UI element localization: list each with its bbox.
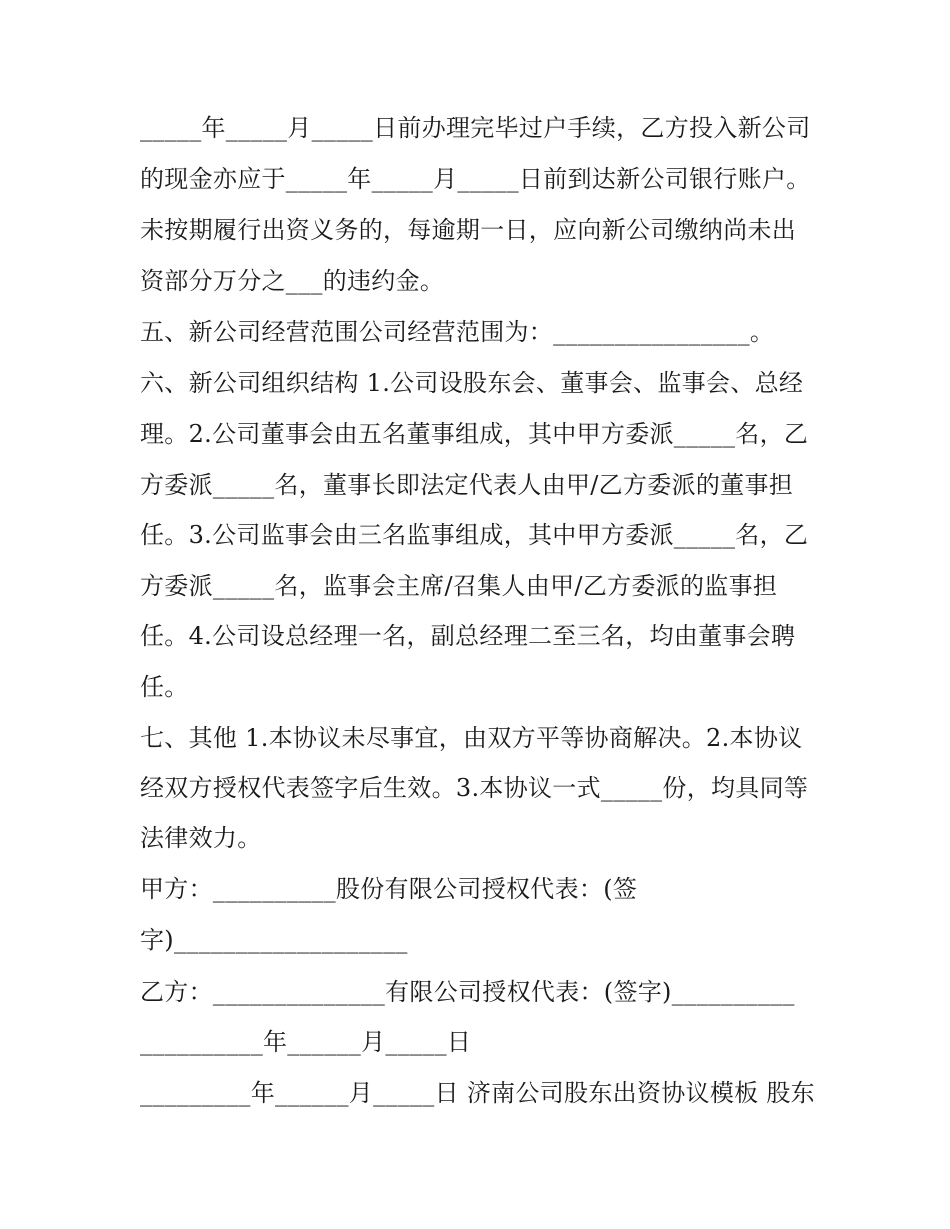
text-line: 甲方：__________股份有限公司授权代表：(签 bbox=[140, 875, 638, 903]
text-line: 经双方授权代表签字后生效。3.本协议一式_____份，均具同等 bbox=[140, 774, 809, 802]
text-line: _________年______月_____日 济南公司股东出资协议模板 股东 bbox=[140, 1079, 815, 1107]
text-line: 任。3.公司监事会由三名监事组成，其中甲方委派_____名，乙 bbox=[140, 521, 809, 549]
text-line: 法律效力。 bbox=[140, 824, 262, 852]
text-line: 资部分万分之___的违约金。 bbox=[140, 267, 445, 295]
text-line: __________年______月_____日 bbox=[140, 1028, 472, 1056]
text-line: 六、新公司组织结构 1.公司设股东会、董事会、监事会、总经 bbox=[140, 369, 804, 397]
text-line: 任。 bbox=[140, 673, 189, 701]
text-line: 字)___________________ bbox=[140, 926, 408, 954]
text-line: 未按期履行出资义务的，每逾期一日，应向新公司缴纳尚未出 bbox=[140, 216, 797, 244]
text-line: 任。4.公司设总经理一名，副总经理二至三名，均由董事会聘 bbox=[140, 622, 796, 650]
text-line: 乙方：______________有限公司授权代表：(签字)__________ bbox=[140, 978, 795, 1006]
text-line: 方委派_____名，监事会主席/召集人由甲/乙方委派的监事担 bbox=[140, 572, 778, 600]
text-line: 理。2.公司董事会由五名董事组成，其中甲方委派_____名，乙 bbox=[140, 420, 809, 448]
text-line: 五、新公司经营范围公司经营范围为：________________。 bbox=[140, 318, 775, 346]
text-line: 方委派_____名，董事长即法定代表人由甲/乙方委派的董事担 bbox=[140, 471, 794, 499]
text-line: _____年_____月_____日前办理完毕过户手续，乙方投入新公司 bbox=[140, 114, 811, 142]
text-line: 七、其他 1.本协议未尽事宜，由双方平等协商解决。2.本协议 bbox=[140, 724, 803, 752]
text-line: 的现金亦应于_____年_____月_____日前到达新公司银行账户。 bbox=[140, 165, 811, 193]
